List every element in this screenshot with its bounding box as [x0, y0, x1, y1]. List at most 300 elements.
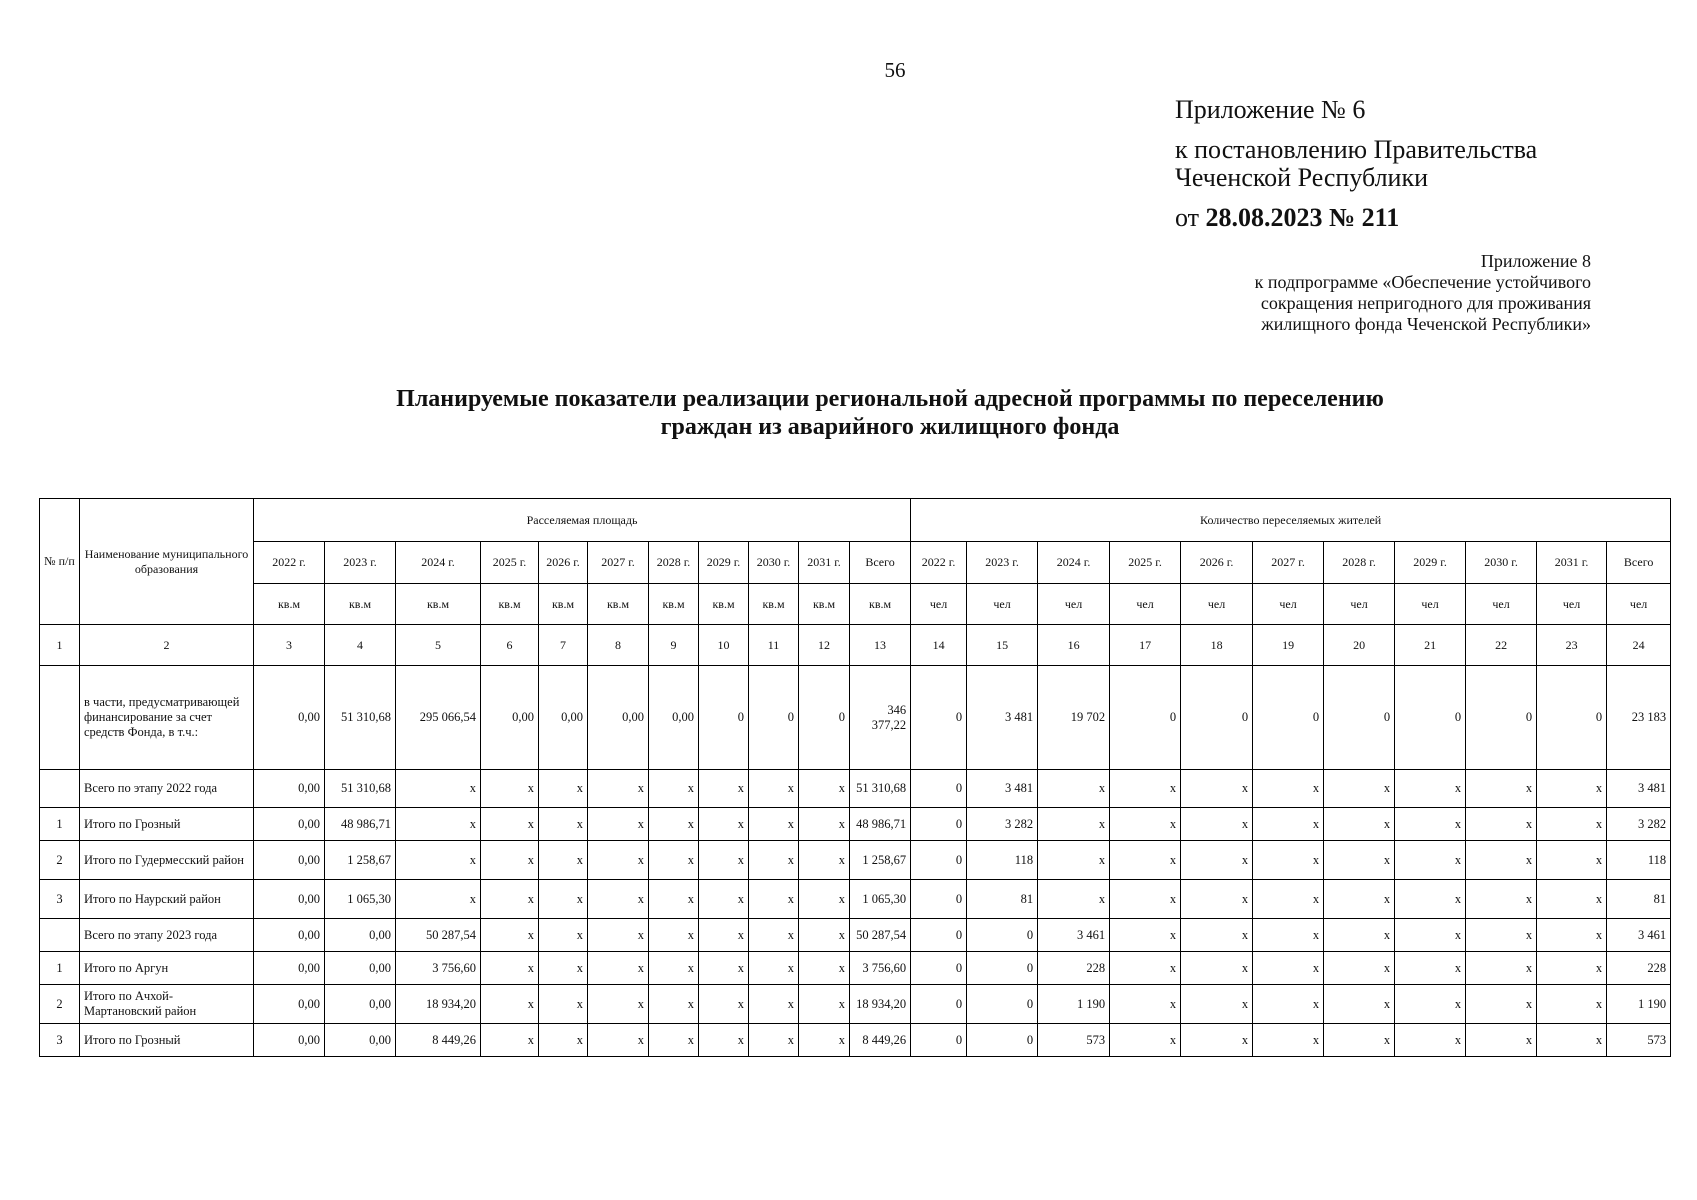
people-value: 0	[967, 1024, 1038, 1057]
people-value: x	[1253, 919, 1324, 952]
area-value: x	[481, 952, 539, 985]
area-value: x	[481, 1024, 539, 1057]
row-name: Итого по Ачхой-Мартановский район	[80, 985, 254, 1024]
people-value: x	[1253, 1024, 1324, 1057]
row-number: 2	[40, 841, 80, 880]
header-people-year: Всего	[1607, 542, 1671, 584]
area-value: 8 449,26	[850, 1024, 911, 1057]
people-value: x	[1324, 919, 1395, 952]
header-people-year: 2027 г.	[1253, 542, 1324, 584]
area-value: x	[588, 1024, 649, 1057]
header-people-unit: чел	[1395, 584, 1466, 625]
people-value: 1 190	[1038, 985, 1110, 1024]
row-name: Итого по Грозный	[80, 1024, 254, 1057]
people-value: x	[1537, 841, 1607, 880]
header-column-number: 20	[1324, 625, 1395, 666]
row-number	[40, 770, 80, 808]
area-value: x	[588, 919, 649, 952]
annex-8-line-2: к подпрограмме «Обеспечение устойчивого	[1254, 272, 1591, 292]
area-value: x	[539, 770, 588, 808]
table-row	[40, 985, 1671, 1024]
area-value: 3 756,60	[850, 952, 911, 985]
area-value: 8 449,26	[396, 1024, 481, 1057]
area-value: x	[649, 841, 699, 880]
area-value: x	[539, 880, 588, 919]
document-title	[0, 385, 1697, 441]
area-value: 0,00	[325, 952, 396, 985]
area-value: x	[699, 770, 749, 808]
header-people-year: 2026 г.	[1181, 542, 1253, 584]
people-value: 3 282	[967, 808, 1038, 841]
people-value: x	[1395, 1024, 1466, 1057]
people-value: x	[1110, 841, 1181, 880]
header-people-unit: чел	[967, 584, 1038, 625]
row-name: в части, предусматривающей финансирование за счет средств Фонда, в т.ч.:	[80, 666, 254, 770]
header-area-unit: кв.м	[850, 584, 911, 625]
header-column-number: 4	[325, 625, 396, 666]
people-value: 0	[911, 1024, 967, 1057]
people-value: 573	[1038, 1024, 1110, 1057]
header-num: № п/п	[40, 499, 80, 625]
annex-8-line-3: сокращения непригодного для проживания	[1260, 293, 1591, 313]
people-value: 19 702	[1038, 666, 1110, 770]
header-column-number: 19	[1253, 625, 1324, 666]
header-column-number: 15	[967, 625, 1038, 666]
header-column-number: 18	[1181, 625, 1253, 666]
header-area-group: Расселяемая площадь	[254, 499, 911, 542]
area-value: x	[649, 952, 699, 985]
area-value: 295 066,54	[396, 666, 481, 770]
area-value: 0,00	[254, 952, 325, 985]
area-value: x	[649, 808, 699, 841]
people-value: x	[1110, 919, 1181, 952]
people-value: x	[1181, 985, 1253, 1024]
area-value: 51 310,68	[325, 770, 396, 808]
area-value: x	[799, 952, 850, 985]
area-value: x	[799, 841, 850, 880]
area-value: 0,00	[539, 666, 588, 770]
people-value: 3 481	[967, 770, 1038, 808]
header-people-year: 2024 г.	[1038, 542, 1110, 584]
people-value: x	[1181, 770, 1253, 808]
people-value: 3 282	[1607, 808, 1671, 841]
header-area-year: 2030 г.	[749, 542, 799, 584]
header-area-unit: кв.м	[588, 584, 649, 625]
area-value: x	[749, 841, 799, 880]
people-value: x	[1253, 880, 1324, 919]
people-value: x	[1038, 841, 1110, 880]
people-value: 0	[911, 666, 967, 770]
area-value: x	[481, 880, 539, 919]
area-value: x	[699, 841, 749, 880]
people-value: 0	[1395, 666, 1466, 770]
area-value: x	[588, 985, 649, 1024]
people-value: x	[1395, 770, 1466, 808]
area-value: 48 986,71	[850, 808, 911, 841]
annex-8-header	[1255, 251, 1591, 335]
area-value: 0,00	[254, 880, 325, 919]
annex-6-date-number: 28.08.2023 № 211	[1205, 203, 1400, 232]
header-area-unit: кв.м	[749, 584, 799, 625]
people-value: x	[1466, 919, 1537, 952]
area-value: x	[481, 841, 539, 880]
header-area-year: 2029 г.	[699, 542, 749, 584]
area-value: x	[481, 985, 539, 1024]
people-value: x	[1395, 952, 1466, 985]
area-value: x	[588, 880, 649, 919]
people-value: 0	[967, 985, 1038, 1024]
area-value: 48 986,71	[325, 808, 396, 841]
people-value: x	[1038, 770, 1110, 808]
people-value: 0	[1110, 666, 1181, 770]
people-value: 0	[1466, 666, 1537, 770]
people-value: x	[1466, 880, 1537, 919]
header-column-number: 10	[699, 625, 749, 666]
people-value: x	[1324, 985, 1395, 1024]
header-people-unit: чел	[1181, 584, 1253, 625]
area-value: x	[699, 919, 749, 952]
annex-6-date-line	[1175, 204, 1537, 232]
area-value: x	[396, 880, 481, 919]
row-number: 2	[40, 985, 80, 1024]
people-value: x	[1395, 841, 1466, 880]
people-value: x	[1537, 919, 1607, 952]
area-value: x	[649, 880, 699, 919]
people-value: x	[1253, 841, 1324, 880]
header-area-unit: кв.м	[799, 584, 850, 625]
people-value: x	[1395, 919, 1466, 952]
area-value: x	[649, 919, 699, 952]
header-area-year: 2028 г.	[649, 542, 699, 584]
page-number: 56	[884, 58, 906, 82]
people-value: x	[1181, 841, 1253, 880]
document-title-line-1: Планируемые показатели реализации региональной адресной программы по переселению	[396, 386, 1384, 412]
area-value: x	[396, 841, 481, 880]
header-people-unit: чел	[1110, 584, 1181, 625]
people-value: x	[1110, 880, 1181, 919]
header-people-group: Количество переселяемых жителей	[911, 499, 1671, 542]
header-column-number: 16	[1038, 625, 1110, 666]
row-number	[40, 919, 80, 952]
row-name: Итого по Наурский район	[80, 880, 254, 919]
people-value: 3 461	[1607, 919, 1671, 952]
area-value: x	[396, 808, 481, 841]
header-area-unit: кв.м	[481, 584, 539, 625]
people-value: x	[1466, 808, 1537, 841]
header-area-unit: кв.м	[539, 584, 588, 625]
indicators-table	[39, 498, 1671, 1057]
people-value: x	[1110, 808, 1181, 841]
annex-6-date-prefix: от	[1175, 203, 1206, 232]
header-people-year: 2023 г.	[967, 542, 1038, 584]
area-value: 0	[699, 666, 749, 770]
header-people-unit: чел	[1253, 584, 1324, 625]
people-value: x	[1253, 952, 1324, 985]
area-value: x	[699, 985, 749, 1024]
header-column-number: 22	[1466, 625, 1537, 666]
area-value: 0,00	[254, 919, 325, 952]
people-value: x	[1395, 985, 1466, 1024]
people-value: 0	[967, 952, 1038, 985]
area-value: x	[699, 808, 749, 841]
area-value: 0,00	[649, 666, 699, 770]
area-value: x	[539, 985, 588, 1024]
area-value: x	[396, 770, 481, 808]
area-value: x	[749, 952, 799, 985]
people-value: x	[1038, 880, 1110, 919]
header-area-unit: кв.м	[649, 584, 699, 625]
people-value: 0	[911, 808, 967, 841]
header-area-year: 2027 г.	[588, 542, 649, 584]
people-value: x	[1181, 1024, 1253, 1057]
area-value: x	[749, 880, 799, 919]
area-value: x	[799, 770, 850, 808]
header-column-number: 17	[1110, 625, 1181, 666]
header-column-number: 3	[254, 625, 325, 666]
people-value: x	[1324, 808, 1395, 841]
header-area-year: Всего	[850, 542, 911, 584]
annex-6-title: Приложение № 6	[1175, 95, 1366, 124]
area-value: x	[649, 1024, 699, 1057]
annex-8-title: Приложение 8	[1480, 251, 1591, 271]
area-value: x	[539, 952, 588, 985]
people-value: 0	[1253, 666, 1324, 770]
area-value: 0,00	[325, 1024, 396, 1057]
people-value: x	[1253, 985, 1324, 1024]
area-value: x	[649, 770, 699, 808]
people-value: 0	[1324, 666, 1395, 770]
people-value: x	[1181, 952, 1253, 985]
area-value: 0	[749, 666, 799, 770]
people-value: x	[1181, 808, 1253, 841]
header-people-unit: чел	[1466, 584, 1537, 625]
people-value: 0	[911, 952, 967, 985]
area-value: x	[481, 808, 539, 841]
row-name: Итого по Грозный	[80, 808, 254, 841]
people-value: 0	[911, 880, 967, 919]
people-value: 573	[1607, 1024, 1671, 1057]
header-area-year: 2023 г.	[325, 542, 396, 584]
header-area-unit: кв.м	[325, 584, 396, 625]
header-column-number: 7	[539, 625, 588, 666]
header-people-year: 2030 г.	[1466, 542, 1537, 584]
people-value: x	[1324, 952, 1395, 985]
people-value: x	[1537, 880, 1607, 919]
row-number	[40, 666, 80, 770]
people-value: 3 481	[967, 666, 1038, 770]
area-value: x	[481, 770, 539, 808]
area-value: x	[539, 841, 588, 880]
people-value: 81	[967, 880, 1038, 919]
header-area-year: 2022 г.	[254, 542, 325, 584]
area-value: 50 287,54	[396, 919, 481, 952]
area-value: x	[588, 952, 649, 985]
area-value: 346 377,22	[850, 666, 911, 770]
people-value: x	[1537, 808, 1607, 841]
area-value: x	[799, 880, 850, 919]
header-area-year: 2025 г.	[481, 542, 539, 584]
area-value: 0,00	[254, 841, 325, 880]
area-value: x	[749, 808, 799, 841]
people-value: 0	[911, 985, 967, 1024]
people-value: x	[1110, 985, 1181, 1024]
header-people-unit: чел	[1324, 584, 1395, 625]
area-value: 0,00	[588, 666, 649, 770]
header-area-unit: кв.м	[699, 584, 749, 625]
people-value: x	[1466, 770, 1537, 808]
area-value: 18 934,20	[850, 985, 911, 1024]
row-number: 3	[40, 1024, 80, 1057]
people-value: 118	[967, 841, 1038, 880]
annex-6-line-2: к постановлению Правительства	[1175, 135, 1538, 164]
area-value: 0	[799, 666, 850, 770]
people-value: 3 481	[1607, 770, 1671, 808]
row-name: Всего по этапу 2022 года	[80, 770, 254, 808]
people-value: x	[1110, 1024, 1181, 1057]
header-people-year: 2031 г.	[1537, 542, 1607, 584]
header-area-year: 2031 г.	[799, 542, 850, 584]
people-value: 3 461	[1038, 919, 1110, 952]
header-area-year: 2024 г.	[396, 542, 481, 584]
header-column-number: 23	[1537, 625, 1607, 666]
header-column-number: 2	[80, 625, 254, 666]
annex-8-line-4: жилищного фонда Чеченской Республики»	[1261, 314, 1591, 334]
area-value: 0,00	[325, 919, 396, 952]
people-value: x	[1324, 841, 1395, 880]
header-column-number: 13	[850, 625, 911, 666]
area-value: x	[588, 808, 649, 841]
area-value: 1 258,67	[325, 841, 396, 880]
people-value: x	[1466, 841, 1537, 880]
area-value: x	[799, 1024, 850, 1057]
header-people-year: 2029 г.	[1395, 542, 1466, 584]
area-value: x	[799, 985, 850, 1024]
row-name: Итого по Аргун	[80, 952, 254, 985]
table-row	[40, 808, 1671, 841]
area-value: x	[749, 985, 799, 1024]
table-row	[40, 919, 1671, 952]
people-value: 228	[1607, 952, 1671, 985]
area-value: x	[588, 841, 649, 880]
area-value: 50 287,54	[850, 919, 911, 952]
people-value: x	[1324, 1024, 1395, 1057]
annex-6-header	[1175, 96, 1537, 232]
row-name: Итого по Гудермесский район	[80, 841, 254, 880]
area-value: x	[588, 770, 649, 808]
people-value: x	[1324, 770, 1395, 808]
area-value: 3 756,60	[396, 952, 481, 985]
header-column-number: 6	[481, 625, 539, 666]
people-value: x	[1466, 985, 1537, 1024]
header-column-number: 9	[649, 625, 699, 666]
area-value: 1 065,30	[325, 880, 396, 919]
people-value: x	[1537, 770, 1607, 808]
annex-6-line-3: Чеченской Республики	[1175, 163, 1429, 192]
header-column-number: 5	[396, 625, 481, 666]
table-row	[40, 880, 1671, 919]
area-value: 51 310,68	[850, 770, 911, 808]
header-column-number: 8	[588, 625, 649, 666]
header-people-unit: чел	[1038, 584, 1110, 625]
people-value: x	[1466, 1024, 1537, 1057]
header-people-year: 2025 г.	[1110, 542, 1181, 584]
people-value: x	[1253, 770, 1324, 808]
people-value: x	[1537, 952, 1607, 985]
table-row	[40, 770, 1671, 808]
header-area-unit: кв.м	[396, 584, 481, 625]
header-column-number: 24	[1607, 625, 1671, 666]
area-value: 0,00	[254, 985, 325, 1024]
area-value: x	[799, 919, 850, 952]
area-value: x	[481, 919, 539, 952]
header-people-unit: чел	[911, 584, 967, 625]
people-value: 0	[911, 919, 967, 952]
row-number: 3	[40, 880, 80, 919]
people-value: 0	[911, 770, 967, 808]
people-value: 1 190	[1607, 985, 1671, 1024]
area-value: 1 065,30	[850, 880, 911, 919]
header-area-unit: кв.м	[254, 584, 325, 625]
header-column-number: 11	[749, 625, 799, 666]
header-people-unit: чел	[1537, 584, 1607, 625]
area-value: 18 934,20	[396, 985, 481, 1024]
area-value: 0,00	[481, 666, 539, 770]
header-column-number: 12	[799, 625, 850, 666]
people-value: x	[1181, 880, 1253, 919]
area-value: 0,00	[254, 1024, 325, 1057]
table-row	[40, 952, 1671, 985]
row-number: 1	[40, 952, 80, 985]
people-value: 118	[1607, 841, 1671, 880]
people-value: 228	[1038, 952, 1110, 985]
area-value: x	[749, 1024, 799, 1057]
area-value: 0,00	[254, 808, 325, 841]
area-value: x	[699, 952, 749, 985]
people-value: 0	[911, 841, 967, 880]
area-value: 0,00	[325, 985, 396, 1024]
area-value: 1 258,67	[850, 841, 911, 880]
row-name: Всего по этапу 2023 года	[80, 919, 254, 952]
area-value: x	[539, 919, 588, 952]
table-row	[40, 841, 1671, 880]
people-value: 0	[1181, 666, 1253, 770]
area-value: x	[699, 1024, 749, 1057]
people-value: x	[1466, 952, 1537, 985]
header-people-year: 2022 г.	[911, 542, 967, 584]
header-column-number: 14	[911, 625, 967, 666]
people-value: x	[1253, 808, 1324, 841]
people-value: x	[1324, 880, 1395, 919]
people-value: x	[1395, 808, 1466, 841]
header-column-number: 1	[40, 625, 80, 666]
area-value: x	[799, 808, 850, 841]
header-column-number: 21	[1395, 625, 1466, 666]
area-value: x	[749, 770, 799, 808]
people-value: 23 183	[1607, 666, 1671, 770]
area-value: 51 310,68	[325, 666, 396, 770]
area-value: 0,00	[254, 666, 325, 770]
area-value: 0,00	[254, 770, 325, 808]
area-value: x	[649, 985, 699, 1024]
people-value: 0	[1537, 666, 1607, 770]
header-people-unit: чел	[1607, 584, 1671, 625]
table-row	[40, 1024, 1671, 1057]
header-name: Наименование муниципального образования	[80, 499, 254, 625]
area-value: x	[699, 880, 749, 919]
people-value: x	[1537, 1024, 1607, 1057]
row-number: 1	[40, 808, 80, 841]
header-area-year: 2026 г.	[539, 542, 588, 584]
